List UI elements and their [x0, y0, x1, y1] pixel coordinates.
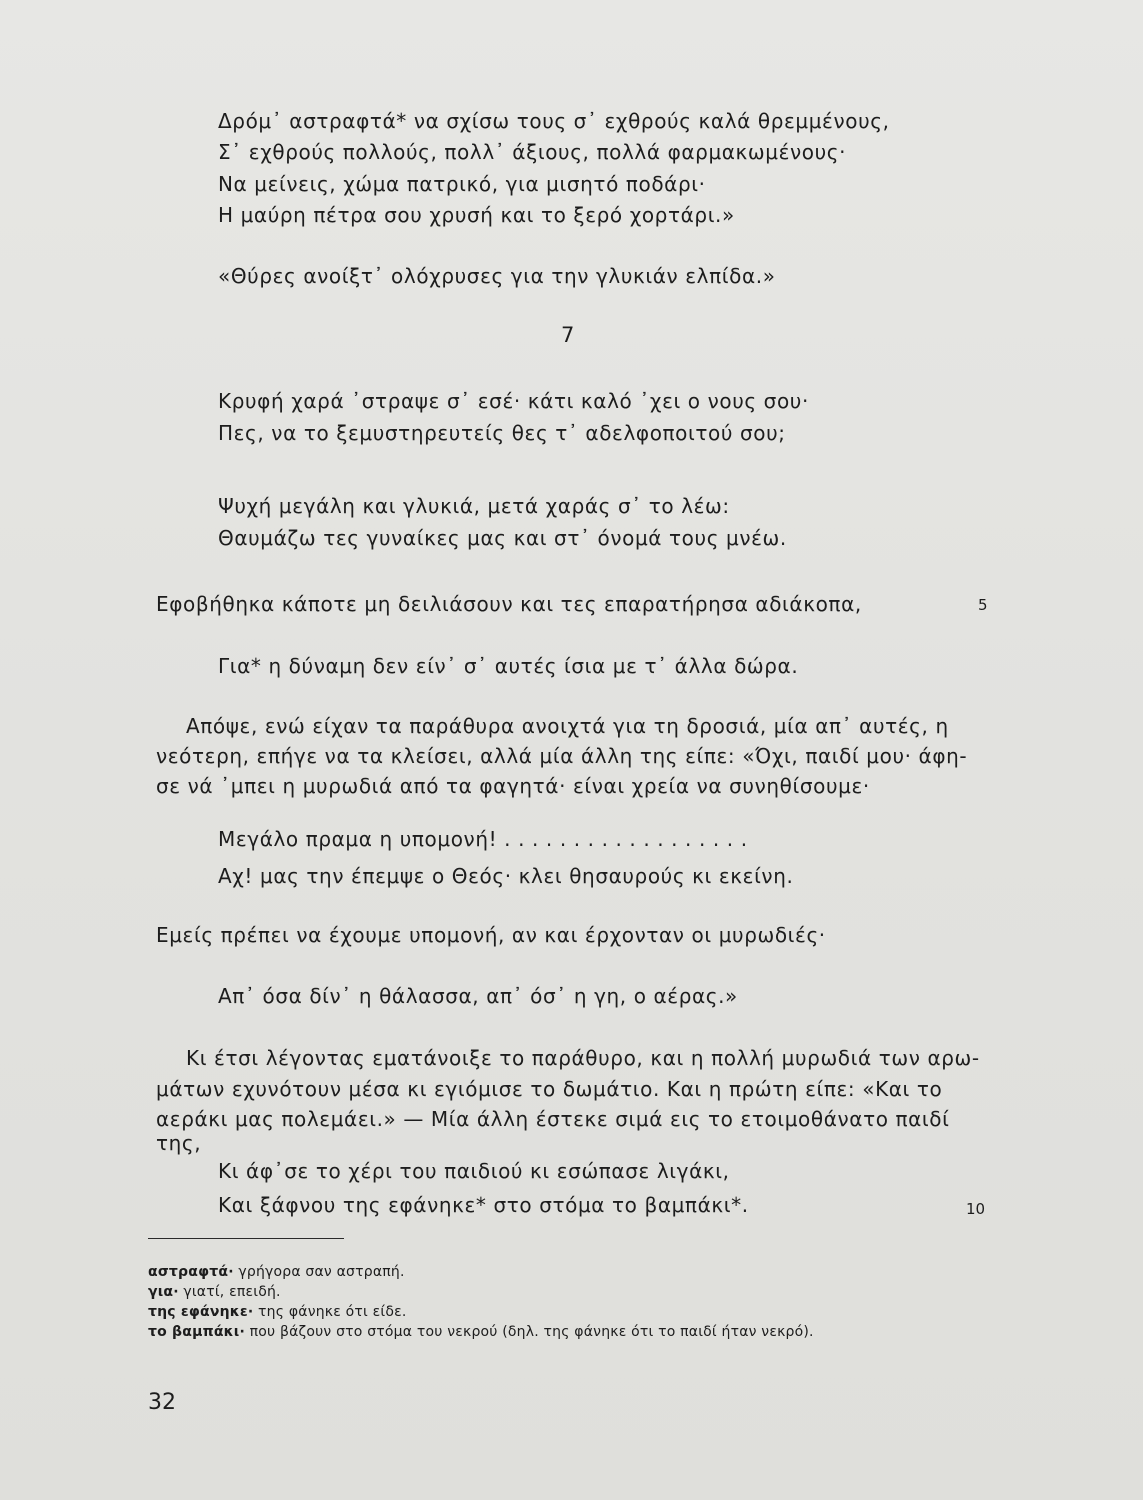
verse-line: Να μείνεις, χώμα πατρικό, για μισητό ποδάρι·	[218, 172, 706, 196]
footnote-text: της φάνηκε ότι είδε.	[253, 1304, 407, 1320]
verse-line: Εμείς πρέπει να έχουμε υπομονή, αν και έρχονταν οι μυρωδιές·	[156, 923, 826, 947]
verse-line: Σ᾽ εχθρούς πολλούς, πολλ᾽ άξιους, πολλά φαρμακωμένους·	[218, 140, 847, 164]
page-number: 32	[148, 1390, 176, 1415]
footnote-term: για·	[148, 1284, 179, 1300]
verse-line: Εφοβήθηκα κάποτε μη δειλιάσουν και τες επαρατήρησα αδιάκοπα,	[156, 592, 862, 616]
verse-line: Η μαύρη πέτρα σου χρυσή και το ξερό χορτάρι.»	[218, 203, 735, 227]
verse-line: Αχ! μας την έπεμψε ο Θεός· κλει θησαυρούς κι εκείνη.	[218, 864, 794, 888]
line-number: 5	[978, 596, 988, 614]
footnote-text: γιατί, επειδή.	[178, 1284, 281, 1300]
verse-line: Απ᾽ όσα δίν᾽ η θάλασσα, απ᾽ όσ᾽ η γη, ο αέρας.»	[218, 984, 738, 1008]
footnote-text: γρήγορα σαν αστραπή.	[233, 1264, 405, 1280]
footnote-text: που βάζουν στο στόμα του νεκρού (δηλ. της φάνηκε ότι το παιδί ήταν νεκρό).	[244, 1324, 814, 1340]
prose-line: αεράκι μας πολεμάει.» — Μία άλλη έστεκε σιμά εις το ετοιμοθάνατο παιδί	[156, 1107, 950, 1131]
footnote	[148, 1285, 281, 1299]
footnote	[148, 1325, 814, 1339]
verse-line: Πες, να το ξεμυστηρευτείς θες τ᾽ αδελφοποιτού σου;	[218, 421, 786, 445]
verse-line: Μεγάλο πραμα η υπομονή! . . . . . . . . . . . . . . . . . .	[218, 827, 748, 851]
footnote-term: το βαμπάκι·	[148, 1324, 245, 1340]
prose-line: νεότερη, επήγε να τα κλείσει, αλλά μία άλλη της είπε: «Όχι, παιδί μου· άφη-	[156, 744, 968, 768]
section-number: 7	[561, 323, 575, 347]
prose-line: της,	[156, 1131, 202, 1155]
verse-line: Κρυφή χαρά ᾽στραψε σ᾽ εσέ· κάτι καλό ᾽χει ο νους σου·	[218, 389, 809, 413]
footnote-term: της εφάνηκε·	[148, 1304, 254, 1320]
prose-line: σε νά ᾽μπει η μυρωδιά από τα φαγητά· είναι χρεία να συνηθίσουμε·	[156, 774, 870, 798]
prose-line: μάτων εχυνότουν μέσα κι εγιόμισε το δωμάτιο. Και η πρώτη είπε: «Και το	[156, 1077, 943, 1101]
verse-line: Δρόμ᾽ αστραφτά* να σχίσω τους σ᾽ εχθρούς καλά θρεμμένους,	[218, 109, 890, 133]
footnote	[148, 1265, 405, 1279]
footnote-divider	[148, 1238, 344, 1239]
verse-line: Για* η δύναμη δεν είν᾽ σ᾽ αυτές ίσια με τ᾽ άλλα δώρα.	[218, 654, 799, 678]
verse-line: «Θύρες ανοίξτ᾽ ολόχρυσες για την γλυκιάν ελπίδα.»	[218, 264, 776, 288]
verse-line: Και ξάφνου της εφάνηκε* στο στόμα το βαμπάκι*.	[218, 1193, 749, 1217]
prose-line: Κι έτσι λέγοντας εματάνοιξε το παράθυρο, και η πολλή μυρωδιά των αρω-	[186, 1046, 980, 1070]
footnote	[148, 1305, 407, 1319]
line-number: 10	[966, 1200, 986, 1218]
footnote-term: αστραφτά·	[148, 1264, 234, 1280]
prose-line: Απόψε, ενώ είχαν τα παράθυρα ανοιχτά για τη δροσιά, μία απ᾽ αυτές, η	[186, 714, 949, 738]
verse-line: Ψυχή μεγάλη και γλυκιά, μετά χαράς σ᾽ το λέω:	[218, 494, 730, 518]
verse-line: Θαυμάζω τες γυναίκες μας και στ᾽ όνομά τους μνέω.	[218, 526, 787, 550]
verse-line: Κι άφ᾽σε το χέρι του παιδιού κι εσώπασε λιγάκι,	[218, 1159, 730, 1183]
